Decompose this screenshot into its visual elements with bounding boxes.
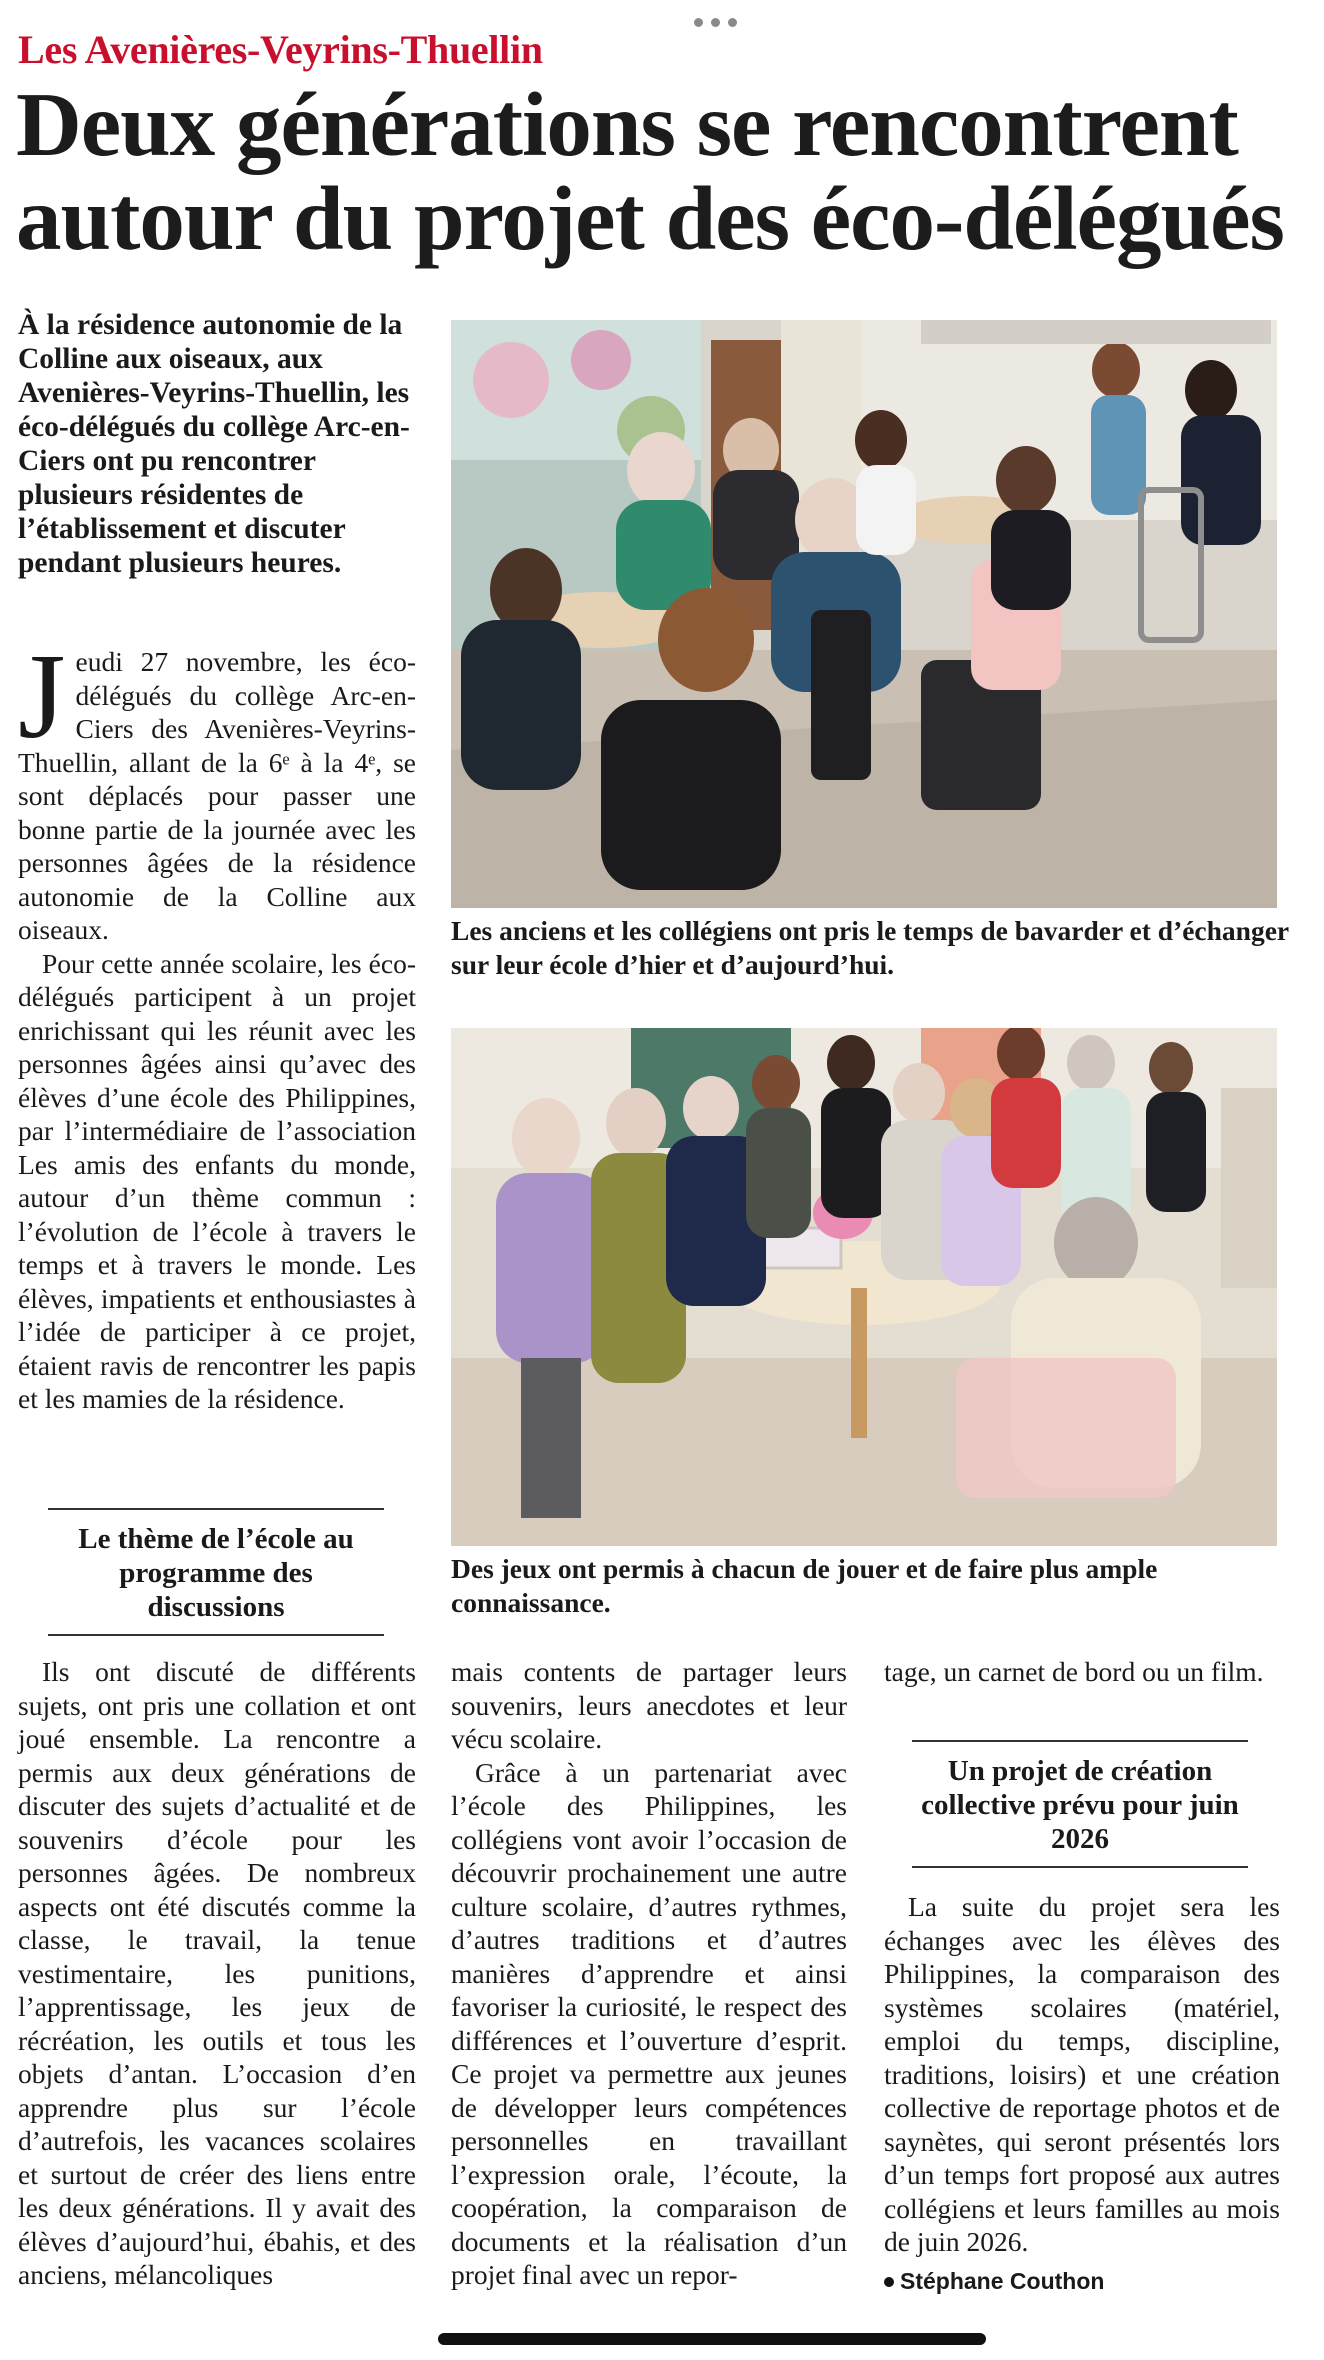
paragraph-5: La suite du projet sera les échanges avec les élèves des Philippines, la comparaison des systèmes scolaires (matériel, emploi du temps, discipline, traditions, loisirs) et une création collective de reportage photos et de saynètes, qui seront présentés lors d’un temps fort proposé aux autres collégiens et leurs familles au mois de juin 2026. (884, 1891, 1280, 2257)
body-column-3-bottom (884, 1890, 1280, 2298)
article-lead: À la résidence autonomie de la Colline aux oiseaux, aux Avenières-Veyrins-Thuellin, les éco-délégués du collège Arc-en-Ciers ont pu rencontrer plusieurs résidentes de l’établissement et discuter pendant plusieurs heures. (18, 309, 410, 579)
body-column-3 (884, 1655, 1280, 1689)
body-column-2 (451, 1655, 847, 2292)
photo-1-caption: Les anciens et les collégiens ont pris le temps de bavarder et d’échanger sur leur école d’hier et d’aujourd’hui. (451, 915, 1289, 980)
subheading-school-theme: Le thème de l’école au programme des discussions (48, 1508, 384, 1636)
paragraph-2: Pour cette année scolaire, les éco-délégués participent à un projet enrichissant qui les réunit avec les personnes âgées ainsi qu’avec des élèves d’une école des Philippines, par l’intermédiaire de l’association Les amis des enfants du monde, autour d’un thème commun : l’évolution de l’école à travers le temps et à travers le monde. Les élèves, impatients et enthousiastes à l’idée de participer à ce projet, étaient ravis de rencontrer les papis et les mamies de la résidence. (18, 947, 416, 1414)
body-column-1-bottom (18, 1655, 416, 2292)
more-options-icon[interactable] (685, 14, 745, 30)
home-indicator[interactable] (438, 2333, 986, 2345)
photo-2-caption: Des jeux ont permis à chacun de jouer et de faire plus ample connaissance. (451, 1553, 1158, 1618)
photo-group-around-table (451, 1028, 1277, 1546)
paragraph-3-continued: mais contents de partager leurs souvenirs, leurs anecdotes et leur vécu scolaire. (451, 1656, 847, 1754)
paragraph-4-continued: tage, un carnet de bord ou un film. (884, 1656, 1264, 1687)
article-headline: Deux générations se rencontrent autour du projet des éco-délégués (16, 74, 1284, 269)
photo-seniors-and-students-talking (451, 320, 1277, 908)
paragraph-1: eudi 27 novembre, les éco-délégués du collège Arc-en-Ciers des Avenières-Veyrins-Thuellin, allant de la 6ᵉ à la 4ᵉ, se sont déplacés pour passer une bonne partie de la journée avec les personnes âgées de la résidence autonomie de la Colline aux oiseaux. (18, 646, 416, 945)
drop-cap: J (18, 629, 66, 764)
paragraph-4: Grâce à un partenariat avec l’école des Philippines, les collégiens vont avoir l’occasion de découvrir prochainement une autre culture scolaire, d’autres rythmes, d’autres traditions et d’autres manières d’apprendre et ainsi favoriser la curiosité, le respect des différences et l’ouverture d’esprit. Ce projet va permettre aux jeunes de développer leurs compétences personnelles en travaillant l’expression orale, l’écoute, la coopération, la comparaison de documents et la réalisation d’un projet final avec un repor- (451, 1756, 847, 2290)
author-byline: Stéphane Couthon (884, 2268, 1104, 2294)
locality-label: Les Avenières-Veyrins-Thuellin (18, 27, 543, 72)
paragraph-3: Ils ont discuté de différents sujets, ont pris une collation et ont joué ensemble. La rencontre a permis aux deux générations de discuter des sujets d’actualité et de souvenirs d’école pour les personnes âgées. De nombreux aspects ont été discutés comme la classe, le travail, la tenue vestimentaire, les punitions, l’apprentissage, les jeux de récréation, les outils et tous les objets d’antan. L’occasion d’en apprendre plus sur l’école d’autrefois, les vacances scolaires et surtout de créer des liens entre les deux générations. Il y avait des élèves d’aujourd’hui, ébahis, et des anciens, mélancoliques (18, 1656, 416, 2290)
subheading-creation-project: Un projet de création collective prévu pour juin 2026 (912, 1740, 1248, 1868)
body-column-1 (18, 629, 416, 1416)
